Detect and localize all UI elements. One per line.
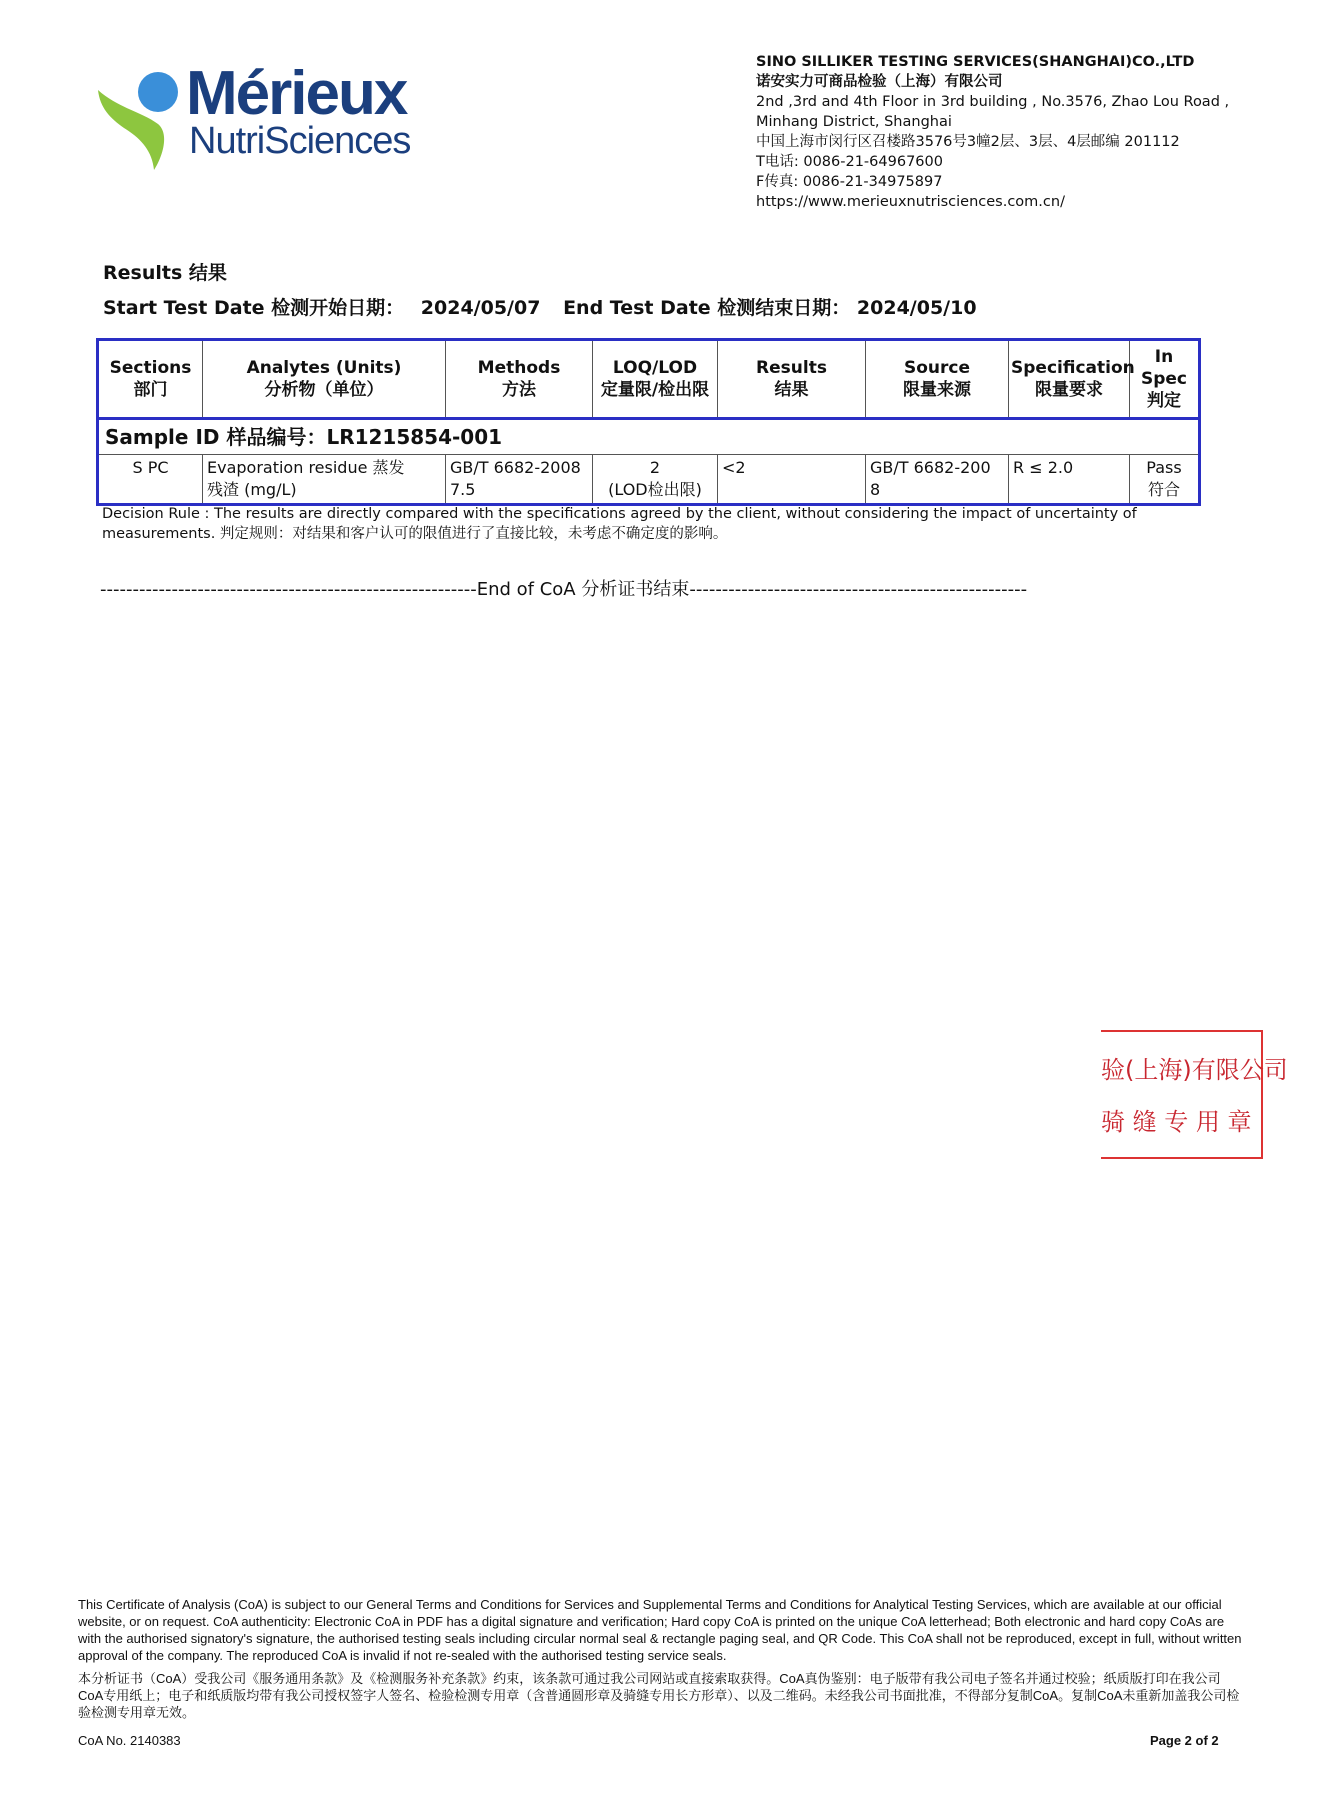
header-results: Results 结果 [718, 340, 866, 419]
header-source: Source 限量来源 [866, 340, 1009, 419]
footer-terms-en: This Certificate of Analysis (CoA) is subject to our General Terms and Conditions for Services and Supplemental Terms and Conditions for Analytical Testing Services, which are available at our official website, or on request. CoA authenticity: Electronic CoA in PDF has a digital signature and verification; Hard copy CoA is printed on the unique CoA letterhead; Both electronic and hard copy CoAs are with the authorised signatory's signature, the authorised testing seals including circular normal seal & rectangle paging seal, and QR Code. This CoA shall not be reproduced, except in full, without written approval of the company. The reproduced CoA is invalid if not re-sealed with the authorised testing service seals. [78, 1597, 1242, 1663]
lab-name-cn: 诺安实力可商品检验（上海）有限公司 [756, 74, 1003, 90]
results-table [96, 338, 1201, 506]
decision-rule: Decision Rule : The results are directly compared with the specifications agreed by the client, without considering the impact of uncertainty of measurements. 判定规则：对结果和客户认可的限值进行了直接比较，未考虑不确定度的影响。 [102, 506, 1137, 542]
end-of-coa: ----------------------------------------------------------End of CoA 分析证书结束---------------------------------------------------- [100, 579, 1028, 600]
header-loq-lod: LOQ/LOD 定量限/检出限 [593, 340, 718, 419]
lab-address-cn: 中国上海市闵行区召楼路3576号3幢2层、3层、4层邮编 201112 [756, 134, 1180, 150]
start-date: 2024/05/07 [420, 297, 541, 319]
sample-id: Sample ID 样品编号：LR1215854-001 [98, 419, 1200, 455]
footer-terms-cn: 本分析证书（CoA）受我公司《服务通用条款》及《检测服务补充条款》约束，该条款可通过我公司网站或直接索取获得。CoA真伪鉴别：电子版带有我公司电子签名并通过校验；纸质版打印在我公司CoA专用纸上；电子和纸质版均带有我公司授权签字人签名、检验检测专用章（含普通圆形章及骑缝专用长方形章）、以及二维码。未经我公司书面批准，不得部分复制CoA。复制CoA未重新加盖我公司检验检测专用章无效。 [78, 1671, 1240, 1720]
cell-in-spec: Pass 符合 [1130, 455, 1200, 505]
header-specification: Specification 限量要求 [1009, 340, 1130, 419]
lab-info [756, 52, 1229, 212]
table-row [98, 455, 1200, 505]
leaf-logo-icon [96, 62, 196, 174]
end-date: 2024/05/10 [856, 297, 977, 319]
header-analytes: Analytes (Units) 分析物（单位） [203, 340, 446, 419]
lab-tel: T电话: 0086-21-64967600 [756, 154, 943, 170]
cell-spec: R ≤ 2.0 [1009, 455, 1130, 505]
brand-sub: NutriSciences [189, 120, 411, 162]
cell-result: <2 [718, 455, 866, 505]
stamp-line-2: 骑 缝 专 用 章 [1101, 1108, 1252, 1136]
end-date-label: End Test Date 检测结束日期： [563, 297, 851, 319]
lab-name-en: SINO SILLIKER TESTING SERVICES(SHANGHAI)CO.,LTD [756, 54, 1195, 70]
merieux-logo [96, 59, 416, 174]
cell-loq: 2 (LOD检出限) [593, 455, 718, 505]
stamp-line-1: 验(上海)有限公司 [1101, 1056, 1288, 1084]
brand-main: Mérieux [186, 59, 407, 128]
lab-address-2: Minhang District, Shanghai [756, 114, 952, 130]
coa-number: CoA No. 2140383 [78, 1733, 181, 1748]
header-sections: Sections 部门 [98, 340, 203, 419]
cell-source: GB/T 6682-200 8 [866, 455, 1009, 505]
lab-website[interactable]: https://www.merieuxnutrisciences.com.cn/ [756, 194, 1065, 210]
header-methods: Methods 方法 [446, 340, 593, 419]
test-dates [103, 293, 977, 320]
cell-method: GB/T 6682-2008 7.5 [446, 455, 593, 505]
cell-analyte: Evaporation residue 蒸发 残渣 (mg/L) [203, 455, 446, 505]
paging-seal-stamp [1101, 1030, 1288, 1159]
start-date-label: Start Test Date 检测开始日期： [103, 297, 405, 319]
lab-address-1: 2nd ,3rd and 4th Floor in 3rd building , No.3576, Zhao Lou Road , [756, 94, 1230, 110]
lab-fax: F传真: 0086-21-34975897 [756, 174, 943, 190]
header-in-spec: In Spec 判定 [1130, 340, 1200, 419]
results-title: Results 结果 [103, 262, 227, 284]
sample-id-row [98, 419, 1200, 455]
page-number: Page 2 of 2 [1150, 1733, 1219, 1748]
cell-section: S PC [98, 455, 203, 505]
table-header-row [98, 340, 1200, 419]
footer-terms [78, 1596, 1243, 1727]
